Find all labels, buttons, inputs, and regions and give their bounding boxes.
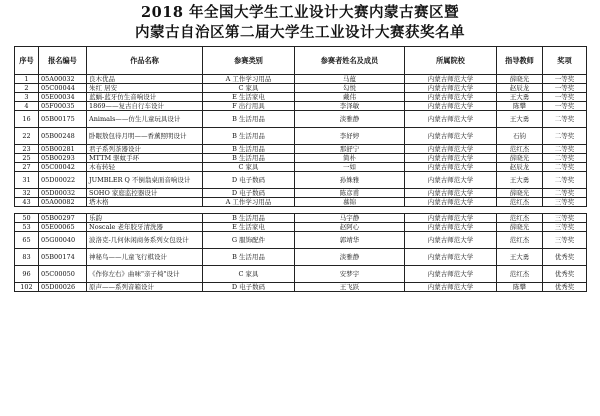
cell-award: 优秀奖 xyxy=(543,283,587,292)
cell-school: 内蒙古师范大学 xyxy=(405,223,497,232)
cell-teacher: 陈攀 xyxy=(497,102,543,111)
document-title-line2: 内蒙古自治区第二届大学生工业设计大赛获奖名单 xyxy=(135,24,465,41)
cell-school: 内蒙古师范大学 xyxy=(405,102,497,111)
cell-award: 二等奖 xyxy=(543,189,587,198)
cell-teacher: 王大勇 xyxy=(497,111,543,128)
cell-teacher: 薛晓光 xyxy=(497,223,543,232)
cell-award: 一等奖 xyxy=(543,102,587,111)
cell-teacher: 薛晓光 xyxy=(497,189,543,198)
cell-award: 三等奖 xyxy=(543,214,587,223)
cell-serial: 1 xyxy=(15,75,39,84)
cell-category: F 出行用具 xyxy=(203,102,295,111)
cell-serial: 22 xyxy=(15,128,39,145)
cell-school: 内蒙古师范大学 xyxy=(405,93,497,102)
cell-serial: 16 xyxy=(15,111,39,128)
cell-members: 安梦宇 xyxy=(295,266,405,283)
cell-members: 李妤婷 xyxy=(295,128,405,145)
header-award: 奖项 xyxy=(543,47,587,75)
cell-award: 二等奖 xyxy=(543,128,587,145)
cell-category: C 家具 xyxy=(203,84,295,93)
cell-work-name: 原声——系列音箱设计 xyxy=(87,283,203,292)
table-row xyxy=(15,128,587,145)
cell-award: 一等奖 xyxy=(543,93,587,102)
cell-serial: 43 xyxy=(15,198,39,207)
cell-members: 勾悦 xyxy=(295,84,405,93)
cell-serial: 32 xyxy=(15,189,39,198)
cell-category: D 电子数码 xyxy=(203,283,295,292)
cell-members: 戴伟 xyxy=(295,93,405,102)
cell-code: 05A00082 xyxy=(39,198,87,207)
cell-school: 内蒙古师范大学 xyxy=(405,283,497,292)
cell-teacher: 王大勇 xyxy=(497,172,543,189)
cell-category: D 电子数码 xyxy=(203,172,295,189)
cell-serial: 23 xyxy=(15,145,39,154)
cell-members: 慕锦 xyxy=(295,198,405,207)
cell-category: B 生活用品 xyxy=(203,154,295,163)
cell-award: 三等奖 xyxy=(543,232,587,249)
cell-members: 淡雅静 xyxy=(295,249,405,266)
cell-serial: 27 xyxy=(15,163,39,172)
cell-members: 郭靖华 xyxy=(295,232,405,249)
cell-teacher: 范红杰 xyxy=(497,266,543,283)
table-row xyxy=(15,232,587,249)
cell-award: 三等奖 xyxy=(543,198,587,207)
table-row xyxy=(15,266,587,283)
cell-teacher: 范红杰 xyxy=(497,198,543,207)
cell-work-name: 1869——复古自行车设计 xyxy=(87,102,203,111)
cell-work-name: 波洛克-几何休闲商务系列女包设计 xyxy=(87,232,203,249)
cell-code: 05D00026 xyxy=(39,283,87,292)
cell-serial: 31 xyxy=(15,172,39,189)
cell-school: 内蒙古师范大学 xyxy=(405,266,497,283)
table-row xyxy=(15,214,587,223)
cell-teacher: 石钧 xyxy=(497,128,543,145)
cell-serial: 83 xyxy=(15,249,39,266)
cell-code: 05F00035 xyxy=(39,102,87,111)
cell-award: 一等奖 xyxy=(543,75,587,84)
table-row xyxy=(15,84,587,93)
cell-code: 05B00281 xyxy=(39,145,87,154)
cell-work-name: 《作你左右》曲味"亲子椅"设计 xyxy=(87,266,203,283)
cell-teacher: 王大勇 xyxy=(497,249,543,266)
cell-serial: 50 xyxy=(15,214,39,223)
cell-teacher: 范红杰 xyxy=(497,232,543,249)
cell-serial: 102 xyxy=(15,283,39,292)
header-school: 所属院校 xyxy=(405,47,497,75)
cell-serial: 96 xyxy=(15,266,39,283)
header-teacher: 指导教师 xyxy=(497,47,543,75)
cell-award: 优秀奖 xyxy=(543,249,587,266)
table-row xyxy=(15,102,587,111)
cell-members: 李泽敏 xyxy=(295,102,405,111)
cell-members: 王飞跃 xyxy=(295,283,405,292)
cell-school: 内蒙古师范大学 xyxy=(405,172,497,189)
table-row xyxy=(15,223,587,232)
cell-school: 内蒙古师范大学 xyxy=(405,84,497,93)
cell-code: 05D00022 xyxy=(39,172,87,189)
cell-work-name: 卧眠敖包待月明——香薰照明设计 xyxy=(87,128,203,145)
table-row xyxy=(15,145,587,154)
cell-code: 05D00032 xyxy=(39,189,87,198)
cell-code: 05B00297 xyxy=(39,214,87,223)
cell-serial: 65 xyxy=(15,232,39,249)
cell-members: 孙姝雅 xyxy=(295,172,405,189)
table-row xyxy=(15,111,587,128)
cell-category: C 家具 xyxy=(203,163,295,172)
cell-serial: 25 xyxy=(15,154,39,163)
cell-work-name: 乐韵 xyxy=(87,214,203,223)
cell-work-name: JUMBLER Q 不倒翁桌面音响设计 xyxy=(87,172,203,189)
cell-award: 三等奖 xyxy=(543,223,587,232)
award-table xyxy=(14,46,587,292)
cell-work-name: 蓝蜗-蓝牙仿生音响设计 xyxy=(87,93,203,102)
cell-school: 内蒙古师范大学 xyxy=(405,249,497,266)
cell-serial: 4 xyxy=(15,102,39,111)
header-registration-code: 报名编号 xyxy=(39,47,87,75)
cell-work-name: Animals——仿生儿童玩具设计 xyxy=(87,111,203,128)
award-table-body xyxy=(15,75,587,292)
cell-members: 陈彦甫 xyxy=(295,189,405,198)
table-row xyxy=(15,154,587,163)
cell-code: 05C00042 xyxy=(39,163,87,172)
cell-school: 内蒙古师范大学 xyxy=(405,189,497,198)
cell-teacher: 薛晓光 xyxy=(497,154,543,163)
cell-members: 马蕴 xyxy=(295,75,405,84)
cell-code: 05B00293 xyxy=(39,154,87,163)
cell-code: 05B00174 xyxy=(39,249,87,266)
cell-school: 内蒙古师范大学 xyxy=(405,75,497,84)
cell-code: 05E00065 xyxy=(39,223,87,232)
cell-serial: 3 xyxy=(15,93,39,102)
cell-school: 内蒙古师范大学 xyxy=(405,232,497,249)
cell-members: 简朴 xyxy=(295,154,405,163)
cell-school: 内蒙古师范大学 xyxy=(405,163,497,172)
cell-code: 05C00044 xyxy=(39,84,87,93)
header-work-name: 作品名称 xyxy=(87,47,203,75)
cell-work-name: 良木优品 xyxy=(87,75,203,84)
cell-code: 05B00175 xyxy=(39,111,87,128)
cell-school: 内蒙古师范大学 xyxy=(405,154,497,163)
cell-serial: 2 xyxy=(15,84,39,93)
cell-category: B 生活用品 xyxy=(203,128,295,145)
cell-teacher: 薛晓光 xyxy=(497,75,543,84)
cell-category: G 服饰配件 xyxy=(203,232,295,249)
cell-category: B 生活用品 xyxy=(203,111,295,128)
table-row xyxy=(15,172,587,189)
cell-school: 内蒙古师范大学 xyxy=(405,145,497,154)
table-row xyxy=(15,198,587,207)
table-row xyxy=(15,189,587,198)
cell-code: 05E00034 xyxy=(39,93,87,102)
cell-teacher: 范红杰 xyxy=(497,214,543,223)
document-title-line1: 2018 年全国大学生工业设计大赛内蒙古赛区暨 xyxy=(141,4,459,21)
cell-work-name: SOHO 家庭监控器设计 xyxy=(87,189,203,198)
cell-award: 一等奖 xyxy=(543,84,587,93)
cell-school: 内蒙古师范大学 xyxy=(405,128,497,145)
cell-category: A 工作学习用品 xyxy=(203,75,295,84)
cell-teacher: 王大勇 xyxy=(497,93,543,102)
header-category: 参赛类别 xyxy=(203,47,295,75)
cell-award: 二等奖 xyxy=(543,163,587,172)
cell-category: B 生活用品 xyxy=(203,214,295,223)
cell-award: 二等奖 xyxy=(543,172,587,189)
cell-serial: 53 xyxy=(15,223,39,232)
header-members: 参赛者姓名及成员 xyxy=(295,47,405,75)
cell-work-name: 朱红 居安 xyxy=(87,84,203,93)
table-row xyxy=(15,163,587,172)
cell-category: C 家具 xyxy=(203,266,295,283)
cell-teacher: 赵辰龙 xyxy=(497,163,543,172)
cell-members: 赵阿心 xyxy=(295,223,405,232)
cell-work-name: 木布转轻 xyxy=(87,163,203,172)
table-row xyxy=(15,93,587,102)
table-row xyxy=(15,75,587,84)
cell-code: 05B00248 xyxy=(39,128,87,145)
cell-members: 马宇静 xyxy=(295,214,405,223)
cell-school: 内蒙古师范大学 xyxy=(405,198,497,207)
cell-teacher: 陈攀 xyxy=(497,283,543,292)
table-row xyxy=(15,283,587,292)
header-serial: 序号 xyxy=(15,47,39,75)
cell-category: A 工作学习用品 xyxy=(203,198,295,207)
cell-category: D 电子数码 xyxy=(203,189,295,198)
cell-code: 05G00040 xyxy=(39,232,87,249)
cell-award: 二等奖 xyxy=(543,111,587,128)
cell-school: 内蒙古师范大学 xyxy=(405,214,497,223)
cell-members: 一如 xyxy=(295,163,405,172)
cell-teacher: 范红杰 xyxy=(497,145,543,154)
cell-work-name: 君子系列茶器设计 xyxy=(87,145,203,154)
cell-award: 优秀奖 xyxy=(543,266,587,283)
cell-category: E 生活家电 xyxy=(203,223,295,232)
cell-category: E 生活家电 xyxy=(203,93,295,102)
cell-work-name: Noscale 老年胶牙清洗器 xyxy=(87,223,203,232)
cell-award: 二等奖 xyxy=(543,145,587,154)
cell-work-name: 塔木格 xyxy=(87,198,203,207)
cell-code: 05C00050 xyxy=(39,266,87,283)
cell-category: B 生活用品 xyxy=(203,145,295,154)
cell-work-name: 神秘鸟——儿童飞行棋设计 xyxy=(87,249,203,266)
table-header-row xyxy=(15,47,587,75)
table-gap-row xyxy=(15,207,587,214)
cell-teacher: 赵辰龙 xyxy=(497,84,543,93)
table-row xyxy=(15,249,587,266)
cell-award: 二等奖 xyxy=(543,154,587,163)
cell-members: 那舒宁 xyxy=(295,145,405,154)
cell-work-name: MTTM 驱蚊手环 xyxy=(87,154,203,163)
cell-members: 淡雅静 xyxy=(295,111,405,128)
cell-category: B 生活用品 xyxy=(203,249,295,266)
cell-code: 05A00032 xyxy=(39,75,87,84)
cell-school: 内蒙古师范大学 xyxy=(405,111,497,128)
